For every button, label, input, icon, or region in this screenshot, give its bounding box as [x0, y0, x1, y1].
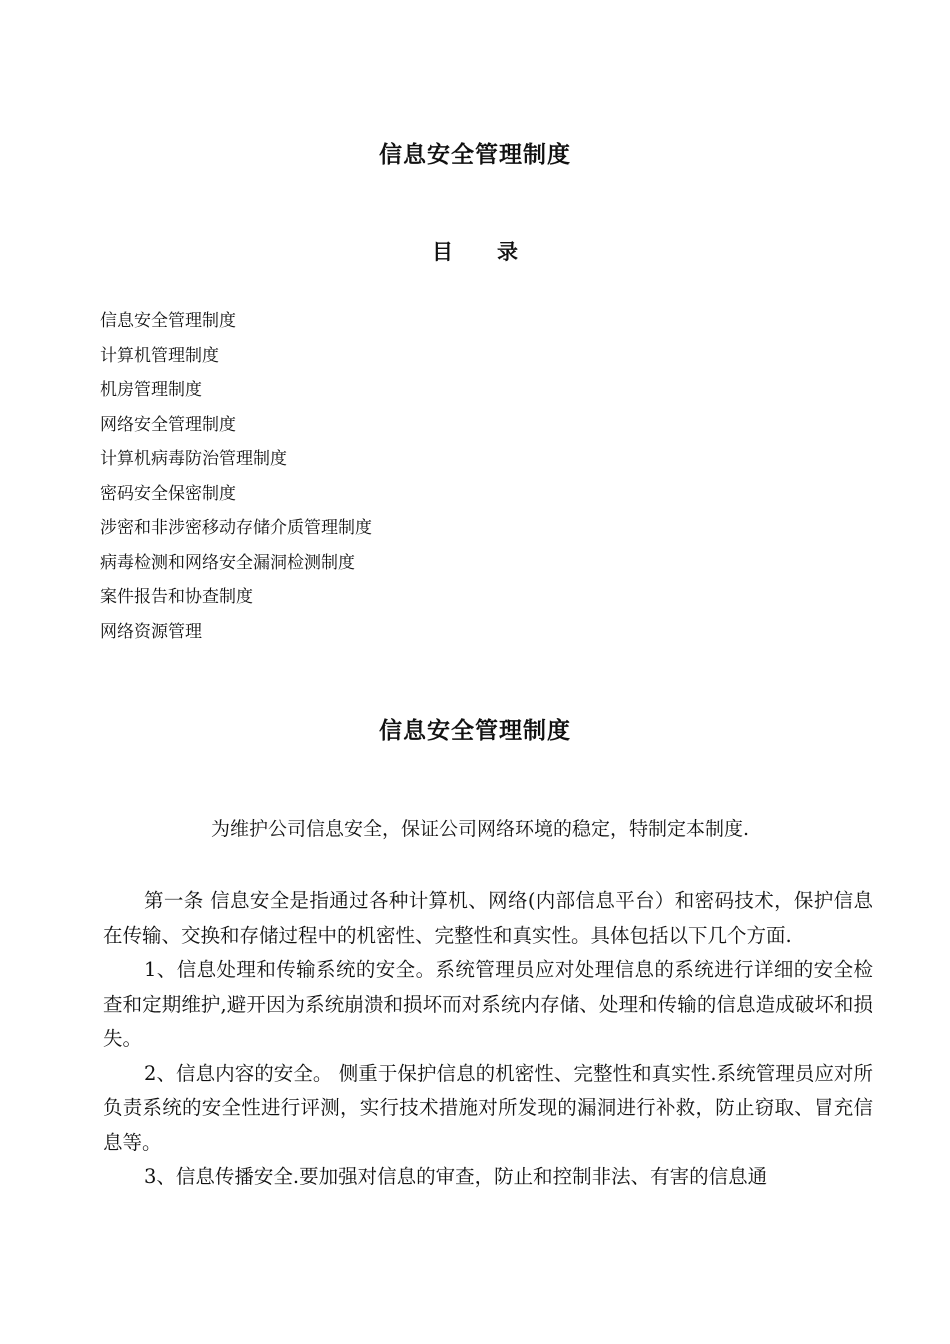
toc-item[interactable]: 案件报告和协查制度 — [100, 587, 253, 607]
table-of-contents — [100, 309, 800, 654]
body-paragraph: 1、信息处理和传输系统的安全。系统管理员应对处理信息的系统进行详细的安全检查和定期维护,避开因为系统崩溃和损坏而对系统内存储、处理和传输的信息造成破坏和损失。 — [103, 958, 873, 1050]
section-body — [103, 884, 873, 1195]
toc-item[interactable]: 信息安全管理制度 — [100, 311, 236, 331]
toc-heading — [0, 236, 950, 266]
toc-heading-char-1: 目 — [432, 240, 453, 264]
toc-item[interactable]: 计算机病毒防治管理制度 — [100, 449, 287, 469]
document-title: 信息安全管理制度 — [379, 142, 571, 168]
toc-item[interactable]: 涉密和非涉密移动存储介质管理制度 — [100, 518, 372, 538]
toc-item[interactable]: 密码安全保密制度 — [100, 483, 236, 504]
body-paragraph: 2、信息内容的安全。 侧重于保护信息的机密性、完整性和真实性.系统管理员应对所负责系统的安全性进行评测，实行技术措施对所发现的漏洞进行补救，防止窃取、冒充信息等。 — [103, 1061, 873, 1154]
toc-item[interactable]: 病毒检测和网络安全漏洞检测制度 — [100, 552, 355, 573]
toc-heading-char-2: 录 — [497, 240, 518, 264]
toc-item[interactable]: 网络资源管理 — [100, 621, 202, 642]
body-paragraph: 3、信息传播安全.要加强对信息的审查，防止和控制非法、有害的信息通 — [144, 1165, 768, 1188]
toc-item[interactable]: 网络安全管理制度 — [100, 414, 236, 435]
toc-item[interactable]: 机房管理制度 — [100, 380, 202, 400]
toc-item[interactable]: 计算机管理制度 — [100, 345, 219, 366]
intro-paragraph: 为维护公司信息安全，保证公司网络环境的稳定，特制定本制度. — [210, 818, 750, 840]
section-title: 信息安全管理制度 — [379, 718, 571, 744]
body-paragraph: 第一条 信息安全是指通过各种计算机、网络(内部信息平台）和密码技术，保护信息在传输、交换和存储过程中的机密性、完整性和真实性。具体包括以下几个方面. — [103, 889, 873, 947]
